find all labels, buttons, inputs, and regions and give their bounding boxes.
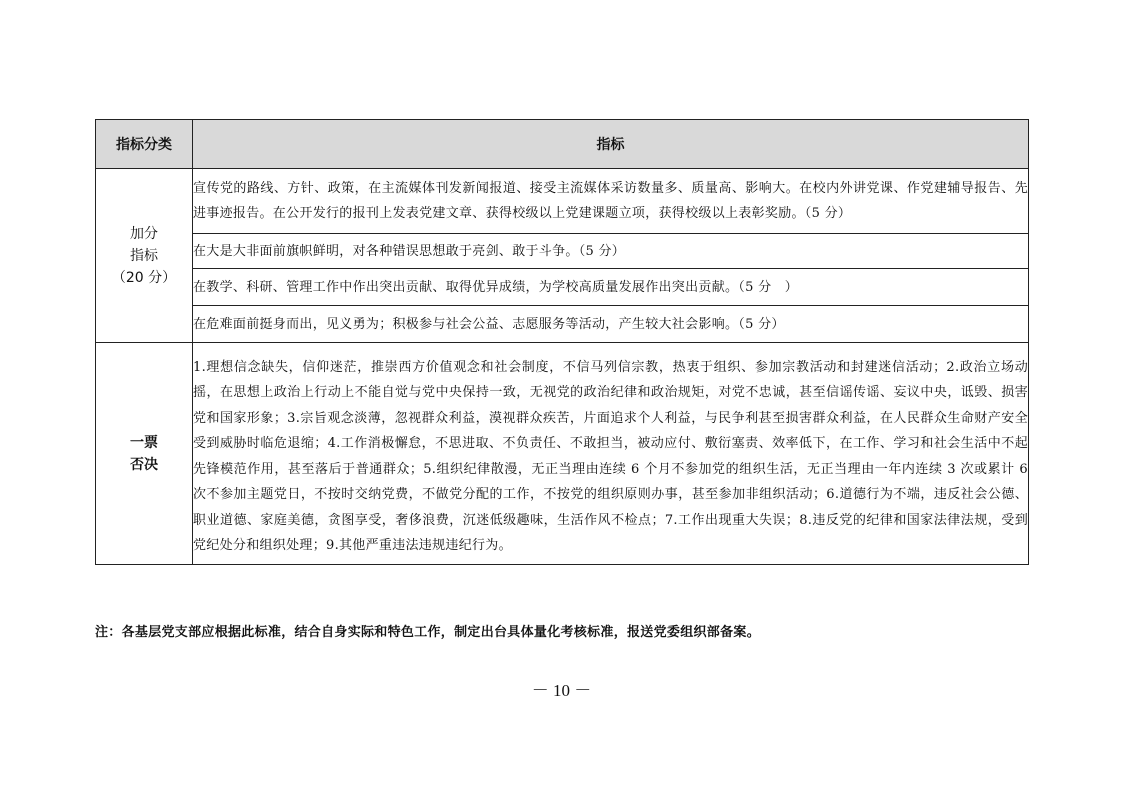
veto-category-cell [96, 343, 193, 565]
bonus-category-line-2: 指标 [130, 247, 158, 264]
veto-category-line-2: 否决 [130, 456, 158, 473]
bonus-category-line-3: （20 分） [111, 269, 177, 286]
veto-items: 1.理想信念缺失，信仰迷茫，推崇西方价值观念和社会制度，不信马列信宗教，热衷于组织、参加宗教活动和封建迷信活动；2.政治立场动摇，在思想上政治上行动上不能自觉与党中央保持一致，无视党的政治纪律和政治规矩，对党不忠诚，甚至信谣传谣、妄议中央，诋毁、损害党和国家形象；3.宗旨观念淡薄，忽视群众利益，漠视群众疾苦，片面追求个人利益，与民争利甚至损害群众利益，在人民群众生命财产安全受到威胁时临危退缩；4.工作消极懈怠，不思进取、不负责任、不敢担当，被动应付、敷衍塞责、效率低下，在工作、学习和社会生活中不起先锋模范作用，甚至落后于普通群众；5.组织纪律散漫，无正当理由连续 6 个月不参加党的组织生活，无正当理由一年内连续 3 次或累计 6 次不参加主题党日，不按时交纳党费，不做党分配的工作，不按党的组织原则办事，甚至参加非组织活动；6.道德行为不端，违反社会公德、职业道德、家庭美德，贪图享受，奢侈浪费，沉迷低级趣味，生活作风不检点；7.工作出现重大失误；8.违反党的纪律和国家法律法规，受到党纪处分和组织处理；9.其他严重违法违规违纪行为。 [193, 343, 1029, 565]
header-category: 指标分类 [96, 120, 193, 169]
bonus-category-line-1: 加分 [130, 225, 158, 242]
bonus-item-1: 宣传党的路线、方针、政策，在主流媒体刊发新闻报道、接受主流媒体采访数量多、质量高、影响大。在校内外讲党课、作党建辅导报告、先进事迹报告。在公开发行的报刊上发表党建文章、获得校级以上党建课题立项，获得校级以上表彰奖励。（5 分） [193, 169, 1029, 234]
table-header-row [96, 120, 1029, 169]
criteria-table [95, 119, 1029, 565]
table-row [96, 306, 1029, 343]
bonus-item-4: 在危难面前挺身而出，见义勇为；积极参与社会公益、志愿服务等活动，产生较大社会影响。（5 分） [193, 306, 1029, 343]
table-row [96, 234, 1029, 269]
header-indicator: 指标 [193, 120, 1029, 169]
page-number: － 10 － [531, 681, 592, 700]
table-row [96, 269, 1029, 306]
bonus-item-2: 在大是大非面前旗帜鲜明，对各种错误思想敢于亮剑、敢于斗争。（5 分） [193, 234, 1029, 269]
veto-category-line-1: 一票 [130, 434, 158, 451]
bonus-item-3: 在教学、科研、管理工作中作出突出贡献、取得优异成绩，为学校高质量发展作出突出贡献。（5 分 ） [193, 269, 1029, 306]
footnote: 注：各基层党支部应根据此标准，结合自身实际和特色工作，制定出台具体量化考核标准，报送党委组织部备案。 [95, 625, 761, 640]
table-row [96, 169, 1029, 234]
table-row [96, 343, 1029, 565]
bonus-category-cell [96, 169, 193, 343]
